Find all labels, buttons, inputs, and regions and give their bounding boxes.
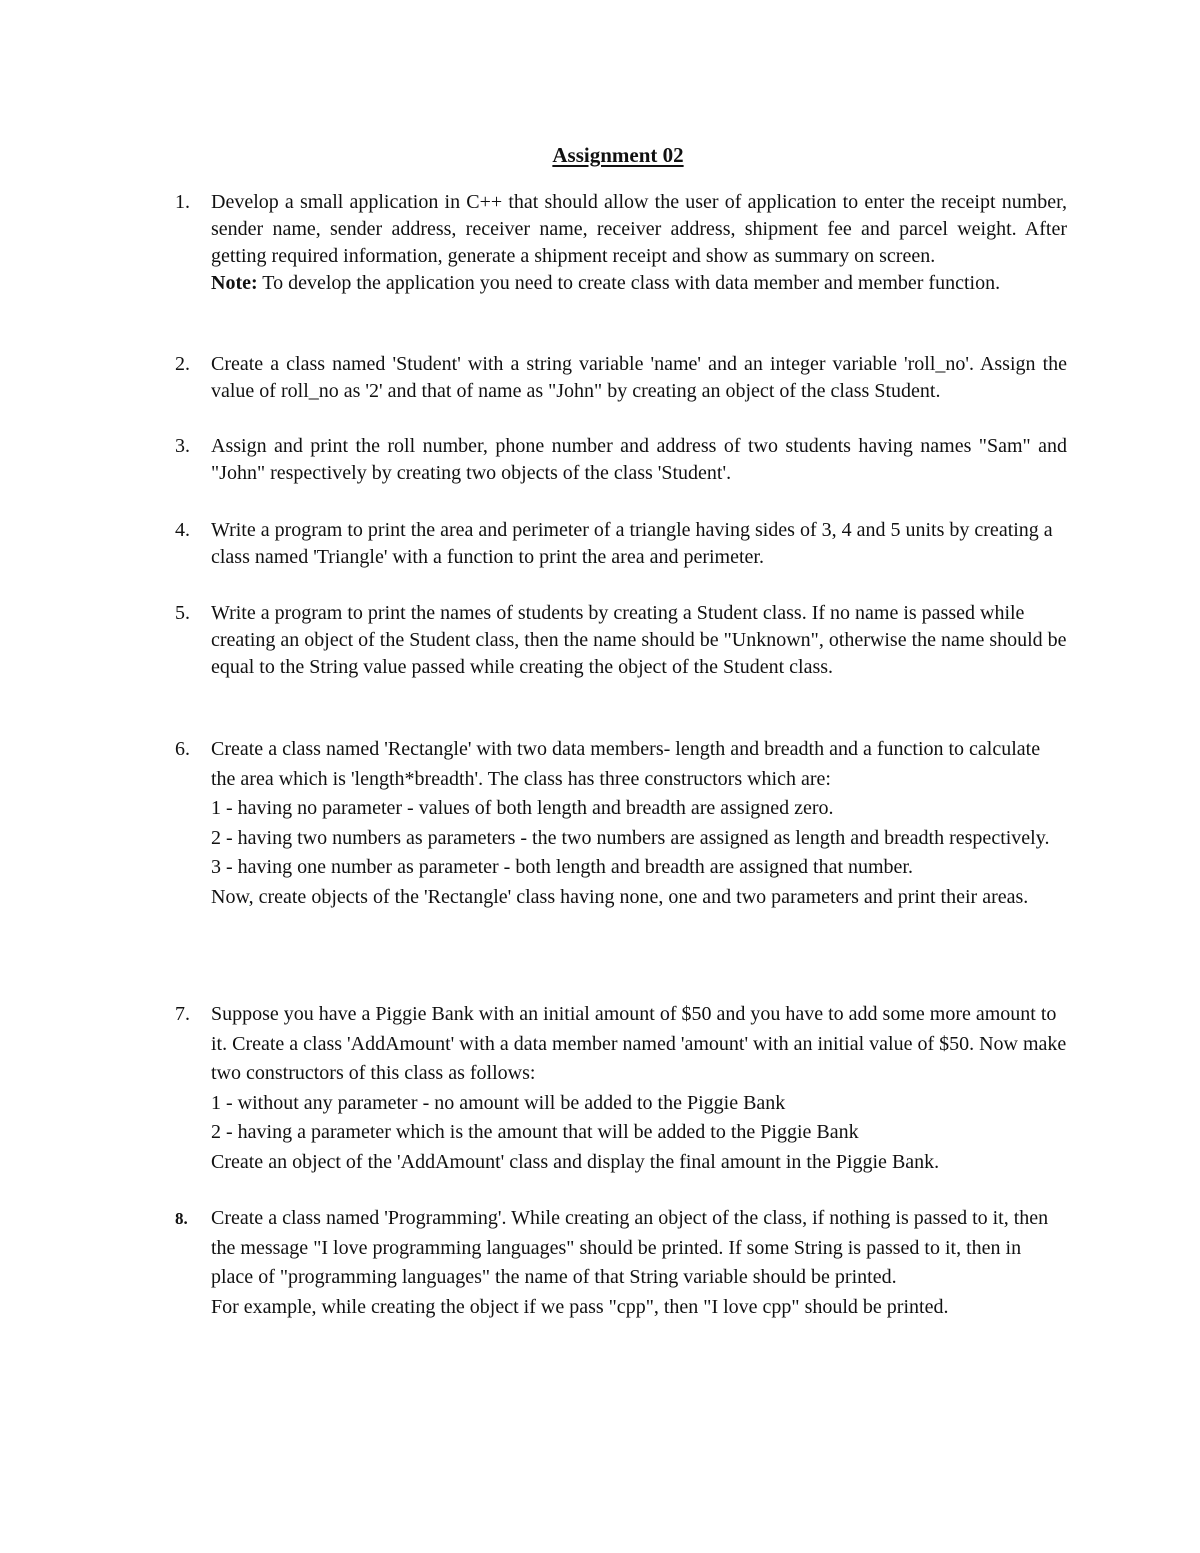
item-text: Suppose you have a Piggie Bank with an initial amount of $50 and you have to add some more amount to it. Create a class 'AddAmount' with a data member named 'amount' with an initial value of $50. Now make two constructors of this class as follows: (211, 1003, 1067, 1084)
list-item-4 (175, 517, 1067, 571)
item-line: 2 - having a parameter which is the amount that will be added to the Piggie Bank (211, 1121, 859, 1143)
item-text: Develop a small application in C++ that should allow the user of application to enter the receipt number, sender name, sender address, receiver name, receiver address, shipment fee and parcel weight. After getting required information, generate a shipment receipt and show as summary on screen. (211, 191, 1067, 267)
note (211, 270, 1067, 297)
list-item-8 (175, 1204, 1067, 1322)
list-item-6 (175, 735, 1067, 912)
item-body (211, 517, 1067, 571)
item-number: 6. (175, 738, 190, 760)
item-body (211, 735, 1067, 912)
list-item-7 (175, 1000, 1067, 1177)
item-body (211, 189, 1067, 297)
item-text: Assign and print the roll number, phone number and address of two students having names "Sam" and "John" respectively by creating two objects of the class 'Student'. (211, 435, 1067, 484)
item-body (211, 1000, 1067, 1177)
item-number: 3. (175, 435, 190, 457)
item-body (211, 433, 1067, 487)
page-title: Assignment 02 (552, 143, 684, 167)
item-line: Create an object of the 'AddAmount' class and display the final amount in the Piggie Bank. (211, 1150, 940, 1173)
item-line: 2 - having two numbers as parameters - the two numbers are assigned as length and breadth respectively. (211, 826, 1050, 849)
item-number: 5. (175, 602, 190, 624)
item-line: 3 - having one number as parameter - both length and breadth are assigned that number. (211, 856, 913, 878)
item-line: 1 - without any parameter - no amount will be added to the Piggie Bank (211, 1091, 786, 1114)
item-text: Create a class named 'Rectangle' with two data members- length and breadth and a function to calculate the area which is 'length*breadth'. The class has three constructors which are: (211, 738, 1041, 790)
item-text: Write a program to print the names of students by creating a Student class. If no name is passed while creating an object of the Student class, then the name should be "Unknown", otherwise the name should be equal to the String value passed while creating the object of the Student class. (211, 602, 1067, 678)
item-line: Now, create objects of the 'Rectangle' class having none, one and two parameters and print their areas. (211, 885, 1029, 908)
item-body (211, 351, 1067, 405)
item-number: 4. (175, 519, 190, 541)
note-text: To develop the application you need to create class with data member and member function. (257, 272, 1001, 294)
item-line: 1 - having no parameter - values of both length and breadth are assigned zero. (211, 797, 834, 819)
item-body (211, 1204, 1067, 1322)
item-number: 2. (175, 353, 190, 375)
note-label: Note: (211, 272, 258, 294)
item-line: For example, while creating the object if we pass "cpp", then "I love cpp" should be printed. (211, 1295, 949, 1318)
item-text: Create a class named 'Programming'. While creating an object of the class, if nothing is passed to it, then the message "I love programming languages" should be printed. If some String is passed to it, then in place of "programming languages" the name of that String variable should be printed. (211, 1207, 1049, 1288)
list-item-3 (175, 433, 1067, 487)
list-item-1 (175, 189, 1067, 297)
item-number: 1. (175, 191, 190, 213)
item-number: 8. (175, 1209, 188, 1228)
item-number: 7. (175, 1003, 190, 1025)
list-item-5 (175, 600, 1067, 681)
list-item-2 (175, 351, 1067, 405)
item-text: Write a program to print the area and perimeter of a triangle having sides of 3, 4 and 5 units by creating a class named 'Triangle' with a function to print the area and perimeter. (211, 519, 1053, 568)
item-body (211, 600, 1067, 681)
item-text: Create a class named 'Student' with a string variable 'name' and an integer variable 'roll_no'. Assign the value of roll_no as '2' and that of name as "John" by creating an object of the class Student. (211, 353, 1067, 402)
